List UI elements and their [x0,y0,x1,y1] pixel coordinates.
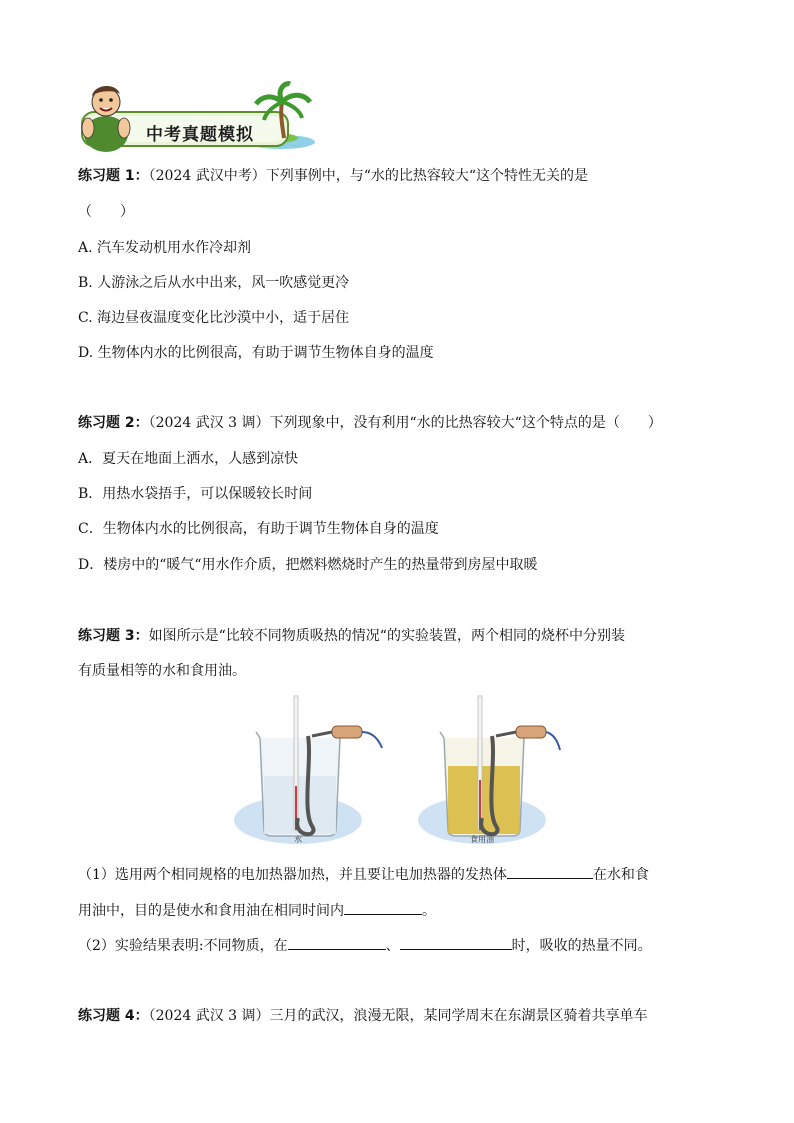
question-1-option-c[interactable]: C. 海边昼夜温度变化比沙漠中小，适于居住 [78,310,350,326]
blank-1[interactable] [507,864,593,879]
right-beaker-caption: 食用油 [470,835,494,844]
question-1-stem [78,166,588,186]
question-3-part-1-text-b: 在水和食 [592,867,649,883]
question-2-option-b[interactable]: B．用热水袋捂手，可以保暖较长时间 [78,486,313,502]
question-1-option-a[interactable]: A. 汽车发动机用水作冷却剂 [78,240,252,256]
question-3-part-2-text-a: （2）实验结果表明:不同物质，在 [78,938,288,954]
question-3-text-line1: 如图所示是“比较不同物质吸热的情况“的实验装置，两个相同的烧杯中分别装 [148,628,625,644]
question-3-label: 练习题 3： [78,628,149,644]
question-3-text-line2: 有质量相等的水和食用油。 [78,663,246,679]
question-2-option-d[interactable]: D．楼房中的“暖气“用水作介质，把燃料燃烧时产生的热量带到房屋中取暖 [78,557,538,573]
question-4-stem [78,1006,648,1026]
question-2-option-c[interactable]: C．生物体内水的比例很高，有助于调节生物体自身的温度 [78,521,439,537]
question-1-answer-paren: （ ） [78,204,134,220]
question-2-stem [78,413,662,433]
question-3-part-1-line1 [78,864,649,885]
blank-2[interactable] [344,900,422,915]
blank-3[interactable] [288,935,386,950]
left-beaker-caption: 水 [294,835,302,844]
section-title: 中考真题模拟 [146,125,254,145]
question-3-part-1-text-d: 。 [422,903,436,919]
question-2-option-a[interactable]: A．夏天在地面上洒水，人感到凉快 [78,451,299,467]
water-beaker [256,696,382,836]
question-1-text: （2024 武汉中考）下列事例中，与“水的比热容较大“这个特性无关的是 [148,168,589,184]
blank-4[interactable] [400,935,512,950]
question-1-option-b[interactable]: B. 人游泳之后从水中出来，风一吹感觉更冷 [78,275,350,291]
experiment-figure [232,690,562,850]
question-3-part-2 [78,935,652,956]
question-1-label: 练习题 1： [78,168,149,184]
question-3-part-1-line2 [78,900,436,921]
question-2-text: （2024 武汉 3 调）下列现象中，没有利用“水的比热容较大“这个特点的是（ ） [148,415,662,431]
question-4-text: （2024 武汉 3 调）三月的武汉，浪漫无限，某同学周末在东湖景区骑着共享单车 [148,1008,648,1024]
question-3-stem [78,626,625,646]
question-2-label: 练习题 2： [78,415,149,431]
question-4-label: 练习题 4： [78,1008,149,1024]
question-3-part-2-text-c: 时，吸收的热量不同。 [511,938,652,954]
question-3-part-1-text-a: （1）选用两个相同规格的电加热器加热，并且要让电加热器的发热体 [78,867,507,883]
question-3-part-1-text-c: 用油中，目的是使水和食用油在相同时间内 [78,903,344,919]
question-3-part-2-text-b: 、 [385,938,400,954]
question-1-option-d[interactable]: D. 生物体内水的比例很高，有助于调节生物体自身的温度 [78,345,434,361]
